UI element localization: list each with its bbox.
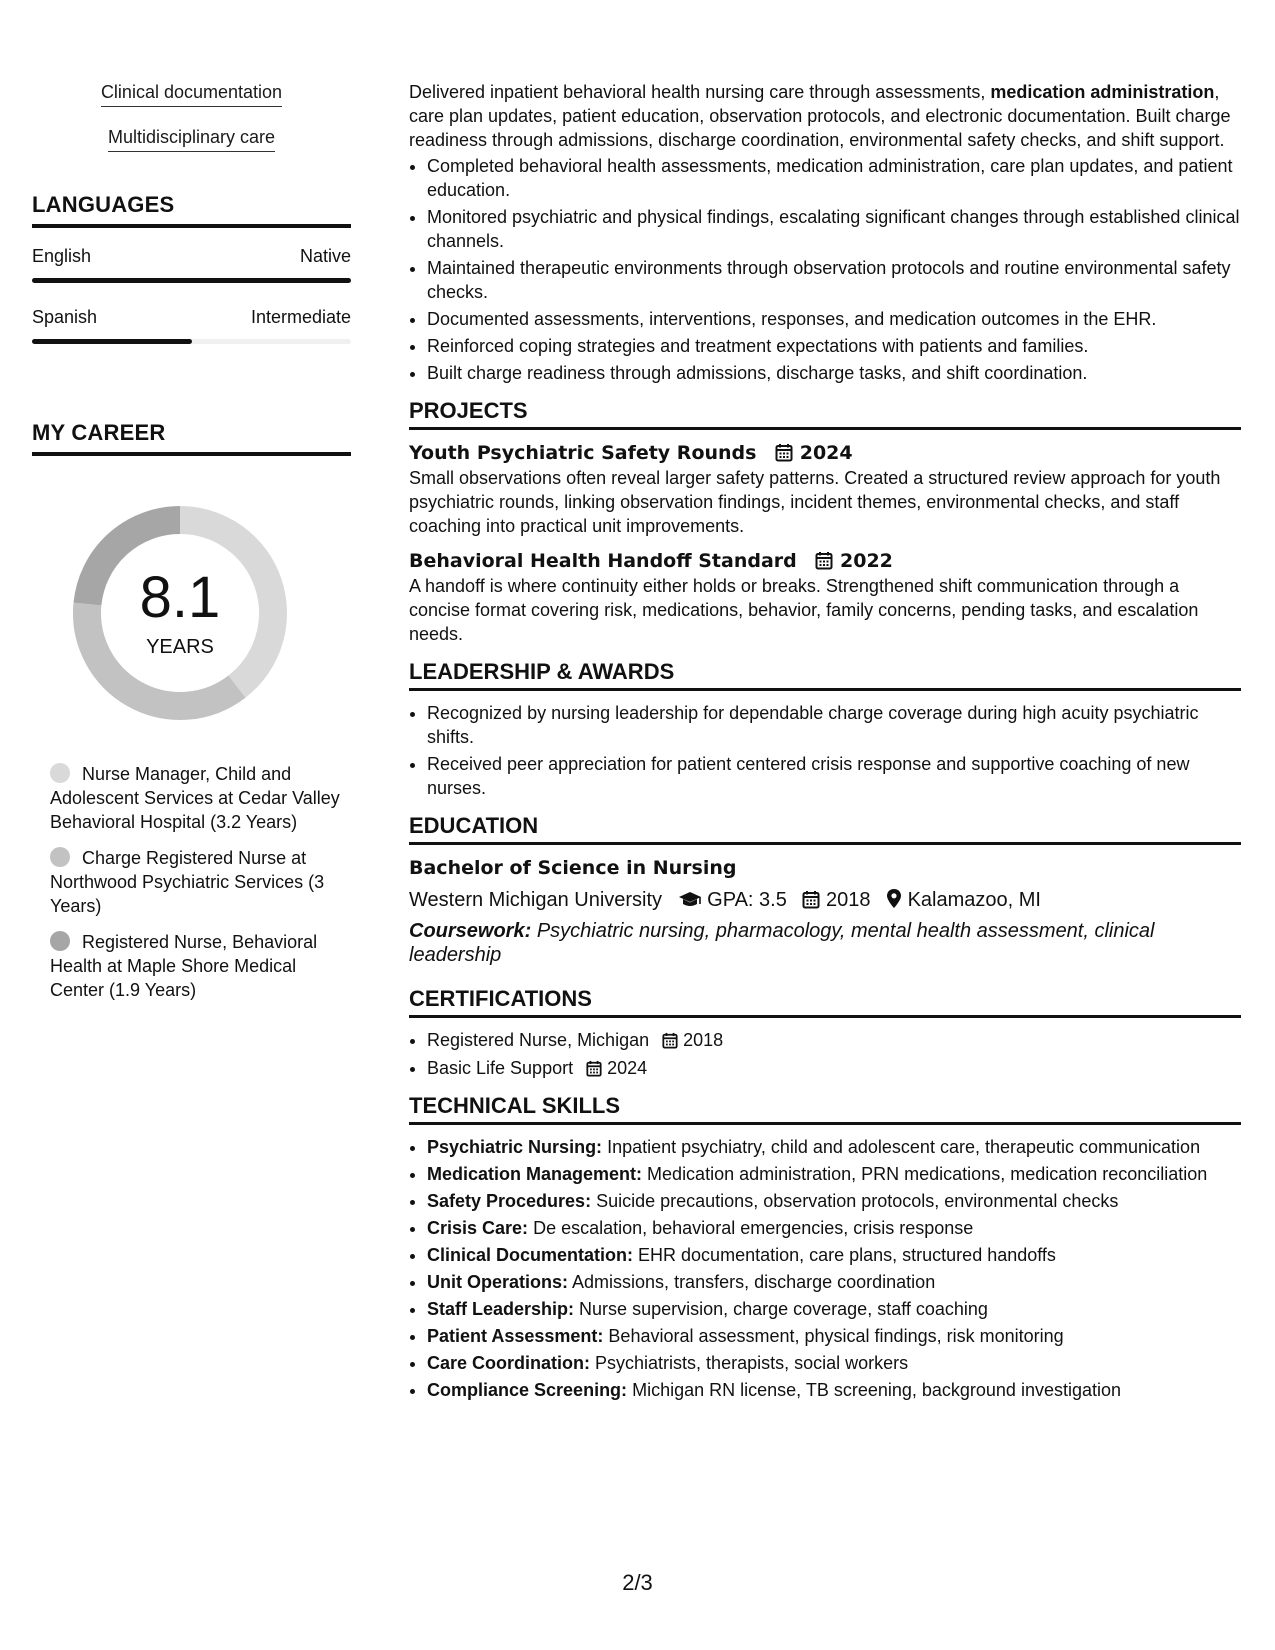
skill-item bbox=[427, 1270, 1241, 1294]
skill-label: Medication Management: bbox=[427, 1164, 643, 1184]
skill-item bbox=[427, 1216, 1241, 1240]
skill-item bbox=[427, 1324, 1241, 1348]
career-legend-item bbox=[50, 762, 340, 834]
language-name: English bbox=[32, 246, 92, 266]
skill-label: Psychiatric Nursing: bbox=[427, 1137, 603, 1157]
skill-label: Patient Assessment: bbox=[427, 1326, 604, 1346]
page-number: 2/3 bbox=[622, 1570, 653, 1595]
skill-label: Unit Operations: bbox=[427, 1272, 569, 1292]
language-level: Intermediate bbox=[250, 307, 351, 327]
skill-value: Behavioral assessment, physical findings, risk monitoring bbox=[608, 1326, 1064, 1346]
career-years-label: YEARS bbox=[146, 636, 214, 658]
legend-dot-icon bbox=[50, 763, 70, 783]
experience-bullet: • Maintained therapeutic environments through observation protocols and routine environmental safety checks. bbox=[427, 256, 1241, 304]
skill-item bbox=[427, 1135, 1241, 1159]
summary-text: Delivered inpatient behavioral health nursing care through assessments, bbox=[409, 82, 991, 102]
skill-value: Psychiatrists, therapists, social workers bbox=[595, 1353, 909, 1373]
project-year: 2022 bbox=[840, 550, 893, 572]
experience-bullet: • Completed behavioral health assessments, medication administration, care plan updates, and patient education. bbox=[427, 154, 1241, 202]
leadership-heading: LEADERSHIP & AWARDS bbox=[409, 660, 1241, 691]
language-proficiency-fill bbox=[32, 278, 351, 283]
certifications-list bbox=[409, 1028, 1241, 1080]
languages-heading: LANGUAGES bbox=[32, 192, 351, 228]
certification-name: Basic Life Support bbox=[427, 1058, 574, 1078]
skill-value: Nurse supervision, charge coverage, staff coaching bbox=[579, 1299, 988, 1319]
skill-value: Medication administration, PRN medications, medication reconciliation bbox=[647, 1164, 1208, 1184]
projects-heading: PROJECTS bbox=[409, 399, 1241, 430]
career-legend-item bbox=[50, 846, 340, 918]
graduation-cap-icon bbox=[678, 889, 702, 911]
certification-year: 2024 bbox=[607, 1058, 648, 1078]
education-location: Kalamazoo, MI bbox=[907, 889, 1041, 911]
technical-skills-list bbox=[409, 1135, 1241, 1402]
experience-summary bbox=[409, 80, 1241, 152]
certification-item bbox=[427, 1028, 1241, 1052]
skill-tag: Clinical documentation bbox=[101, 80, 282, 107]
skill-tag: Multidisciplinary care bbox=[108, 125, 275, 152]
skill-label: Safety Procedures: bbox=[427, 1191, 592, 1211]
skill-item bbox=[427, 1189, 1241, 1213]
certifications-heading: CERTIFICATIONS bbox=[409, 987, 1241, 1018]
skill-item bbox=[427, 1162, 1241, 1186]
main-content bbox=[409, 80, 1241, 1405]
calendar-icon bbox=[802, 889, 820, 911]
education-item bbox=[409, 855, 1241, 967]
career-heading: MY CAREER bbox=[32, 420, 351, 456]
experience-bullets bbox=[409, 154, 1241, 385]
coursework-label: Coursework: bbox=[409, 920, 532, 942]
legend-dot-icon bbox=[50, 931, 70, 951]
certification-name: Registered Nurse, Michigan bbox=[427, 1030, 650, 1050]
skill-label: Care Coordination: bbox=[427, 1353, 591, 1373]
leadership-item: • Recognized by nursing leadership for dependable charge coverage during high acuity psychiatric shifts. bbox=[427, 701, 1241, 749]
skill-item bbox=[427, 1243, 1241, 1267]
skill-value: Admissions, transfers, discharge coordination bbox=[572, 1272, 936, 1292]
skill-value: Inpatient psychiatry, child and adolescent care, therapeutic communication bbox=[607, 1137, 1201, 1157]
coursework-text: Psychiatric nursing, pharmacology, mental health assessment, clinical leadership bbox=[409, 920, 1155, 966]
project-description: A handoff is where continuity either holds or breaks. Strengthened shift communication through a concise format covering risk, medications, behavior, family concerns, pending tasks, and escalation needs. bbox=[409, 576, 1199, 644]
calendar-icon bbox=[662, 1030, 678, 1050]
summary-bold-text: medication administration bbox=[990, 82, 1215, 102]
certification-year: 2018 bbox=[683, 1030, 724, 1050]
skill-item bbox=[427, 1378, 1241, 1402]
skill-item bbox=[427, 1297, 1241, 1321]
legend-dot-icon bbox=[50, 847, 70, 867]
language-proficiency-bar bbox=[32, 278, 351, 283]
education-school: Western Michigan University bbox=[409, 889, 663, 911]
leadership-item: • Received peer appreciation for patient centered crisis response and supportive coaching of new nurses. bbox=[427, 752, 1241, 800]
project-description: Small observations often reveal larger safety patterns. Created a structured review approach for youth psychiatric rounds, linking observation findings, incident themes, environmental checks, and staff coaching into practical unit improvements. bbox=[409, 468, 1221, 536]
experience-bullet: • Monitored psychiatric and physical findings, escalating significant changes through established clinical channels. bbox=[427, 205, 1241, 253]
skill-value: EHR documentation, care plans, structured handoffs bbox=[638, 1245, 1056, 1265]
skill-value: De escalation, behavioral emergencies, crisis response bbox=[533, 1218, 974, 1238]
education-gpa: GPA: 3.5 bbox=[707, 889, 787, 911]
career-donut-chart bbox=[65, 498, 295, 728]
certification-item bbox=[427, 1056, 1241, 1080]
project-title: Behavioral Health Handoff Standard bbox=[409, 550, 797, 572]
career-legend-item bbox=[50, 930, 340, 1002]
language-proficiency-fill bbox=[32, 339, 192, 344]
skill-label: Compliance Screening: bbox=[427, 1380, 628, 1400]
career-legend bbox=[50, 762, 340, 1002]
leadership-list bbox=[409, 701, 1241, 800]
calendar-icon bbox=[815, 550, 833, 572]
map-pin-icon bbox=[886, 889, 902, 911]
language-name: Spanish bbox=[32, 307, 98, 327]
project-title: Youth Psychiatric Safety Rounds bbox=[409, 442, 757, 464]
language-item bbox=[32, 305, 351, 344]
language-level: Native bbox=[299, 246, 351, 266]
project-year: 2024 bbox=[799, 442, 853, 464]
skill-item bbox=[427, 1351, 1241, 1375]
career-legend-text: Charge Registered Nurse at Northwood Psychiatric Services (3 Years) bbox=[50, 848, 325, 916]
summary-text: , care plan updates, patient education, observation protocols, and electronic documentation. Built charge readiness through admissions, discharge coordination, environmental safety checks, and shift support. bbox=[409, 82, 1231, 150]
education-heading: EDUCATION bbox=[409, 814, 1241, 845]
calendar-icon bbox=[586, 1058, 602, 1078]
experience-bullet: • Documented assessments, interventions, responses, and medication outcomes in the EHR. bbox=[427, 307, 1241, 331]
technical-skills-heading: TECHNICAL SKILLS bbox=[409, 1094, 1241, 1125]
career-legend-text: Registered Nurse, Behavioral Health at Maple Shore Medical Center (1.9 Years) bbox=[50, 932, 318, 1000]
skill-label: Clinical Documentation: bbox=[427, 1245, 634, 1265]
experience-bullet: • Built charge readiness through admissions, discharge tasks, and shift coordination. bbox=[427, 361, 1241, 385]
language-proficiency-bar bbox=[32, 339, 351, 344]
skill-label: Crisis Care: bbox=[427, 1218, 529, 1238]
experience-bullet: • Reinforced coping strategies and treatment expectations with patients and families. bbox=[427, 334, 1241, 358]
education-coursework bbox=[409, 919, 1241, 967]
education-degree: Bachelor of Science in Nursing bbox=[409, 857, 737, 879]
sidebar bbox=[32, 80, 351, 1014]
skill-label: Staff Leadership: bbox=[427, 1299, 575, 1319]
career-legend-text: Nurse Manager, Child and Adolescent Services at Cedar Valley Behavioral Hospital (3.2 Years) bbox=[50, 764, 340, 832]
skill-value: Suicide precautions, observation protocols, environmental checks bbox=[596, 1191, 1119, 1211]
education-year: 2018 bbox=[825, 889, 871, 911]
language-item bbox=[32, 244, 351, 283]
calendar-icon bbox=[775, 442, 793, 464]
project-item bbox=[409, 440, 1241, 538]
skill-value: Michigan RN license, TB screening, background investigation bbox=[632, 1380, 1122, 1400]
project-item bbox=[409, 548, 1241, 646]
career-total-years: 8.1 bbox=[139, 565, 221, 630]
